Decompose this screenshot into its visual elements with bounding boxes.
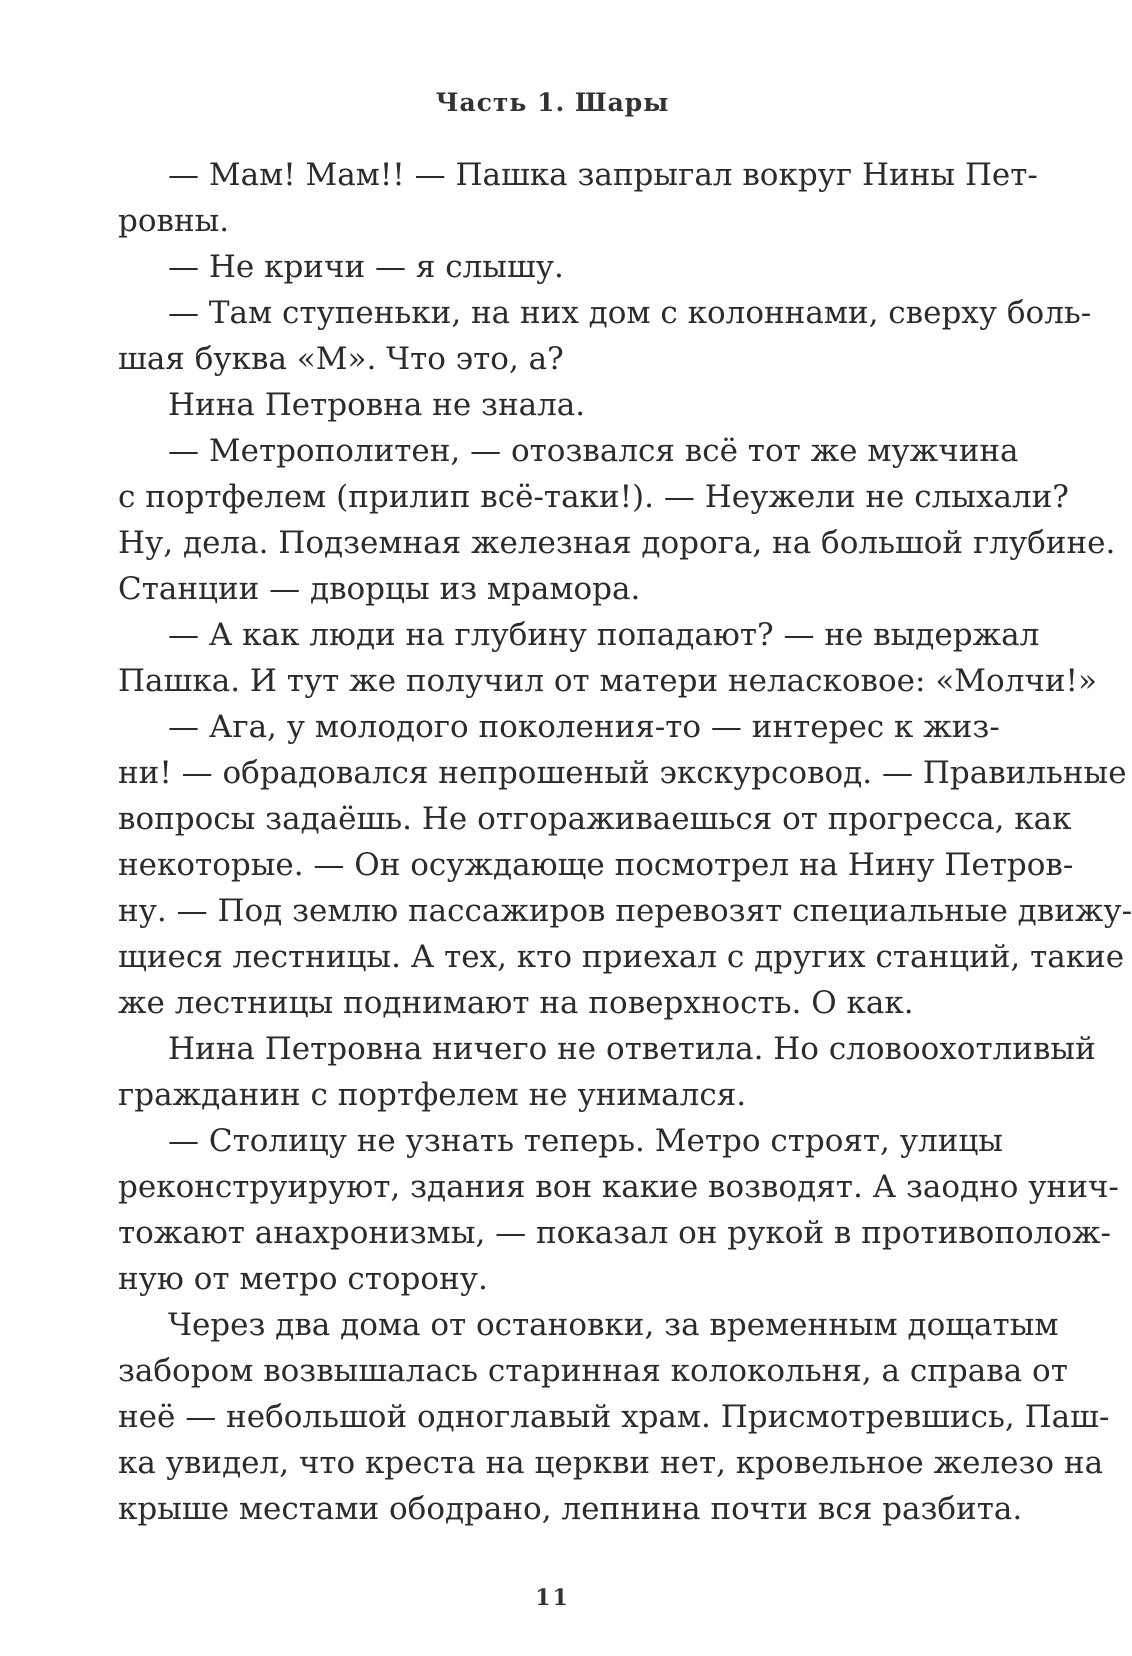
body-text	[118, 152, 1132, 1532]
text-line: забором возвышалась старинная колокольня, а справа от	[118, 1353, 1068, 1389]
text-line: ни! — обрадовался непрошеный экскурсовод. — Правильные	[118, 755, 1127, 791]
text-line: — Ага, у молодого поколения-то — интерес к жиз-	[168, 709, 1000, 745]
text-line: же лестницы поднимают на поверхность. О как.	[118, 985, 914, 1021]
text-line: вопросы задаёшь. Не отгораживаешься от прогресса, как	[118, 801, 1072, 837]
text-line: ка увидел, что креста на церкви нет, кровельное железо на	[118, 1445, 1104, 1481]
text-line: щиеся лестницы. А тех, кто приехал с других станций, такие	[118, 939, 1125, 975]
text-line: Нина Петровна ничего не ответила. Но словоохотливый	[168, 1031, 1096, 1067]
text-line: крыше местами ободрано, лепнина почти вся разбита.	[118, 1491, 1023, 1527]
text-line: гражданин с портфелем не унимался.	[118, 1077, 747, 1113]
text-line: — Там ступеньки, на них дом с колоннами, сверху боль-	[168, 295, 1092, 331]
text-line: неё — небольшой одноглавый храм. Присмотревшись, Паш-	[118, 1399, 1110, 1435]
text-line: некоторые. — Он осуждающе посмотрел на Нину Петров-	[118, 847, 1074, 883]
text-line: — Метрополитен, — отозвался всё тот же мужчина	[168, 433, 1019, 469]
text-line: Станции — дворцы из мрамора.	[118, 571, 641, 607]
text-line: — Мам! Мам!! — Пашка запрыгал вокруг Нины Пет-	[168, 157, 1038, 193]
text-line: ную от метро сторону.	[118, 1261, 488, 1297]
text-line: Ну, дела. Подземная железная дорога, на большой глубине.	[118, 525, 1116, 561]
text-line: — Столицу не узнать теперь. Метро строят, улицы	[168, 1123, 1003, 1159]
text-line: тожают анахронизмы, — показал он рукой в противополож-	[118, 1215, 1112, 1251]
text-line: реконструируют, здания вон какие возводят. А заодно унич-	[118, 1169, 1119, 1205]
text-line: ровны.	[118, 203, 230, 239]
text-line: Нина Петровна не знала.	[168, 387, 586, 423]
text-line: — А как люди на глубину попадают? — не выдержал	[168, 617, 1040, 653]
text-line: Через два дома от остановки, за временным дощатым	[168, 1307, 1059, 1343]
text-line: с портфелем (прилип всё-таки!). — Неужели не слыхали?	[118, 479, 1069, 515]
text-line: — Не кричи — я слышу.	[168, 249, 564, 285]
page-number: 11	[535, 1585, 570, 1611]
text-line: Пашка. И тут же получил от матери неласковое: «Молчи!»	[118, 663, 1097, 699]
text-line: шая буква «М». Что это, а?	[118, 341, 564, 377]
running-head: Часть 1. Шары	[435, 88, 670, 117]
text-line: ну. — Под землю пассажиров перевозят специальные движу-	[118, 893, 1132, 929]
